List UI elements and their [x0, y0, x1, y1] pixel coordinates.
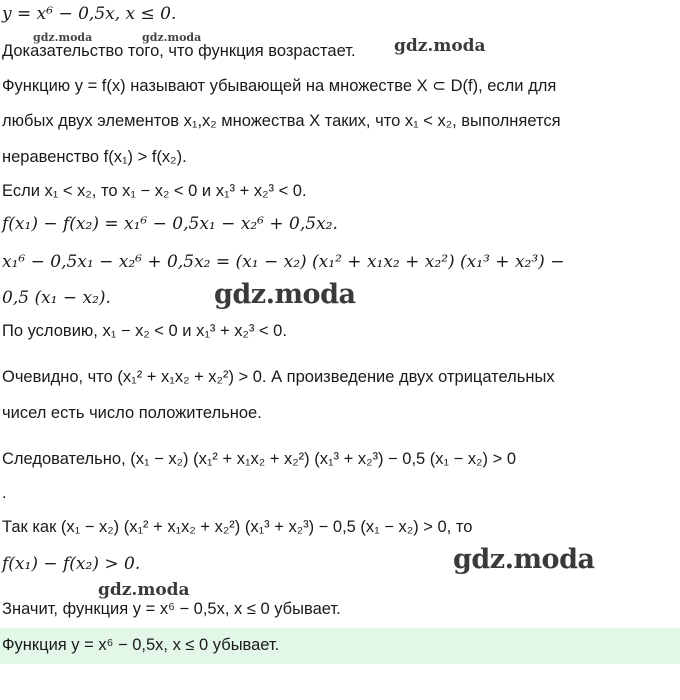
- watermark: gdz.moda: [453, 544, 595, 575]
- watermark: gdz.moda: [394, 36, 486, 56]
- watermark: gdz.moda: [214, 279, 356, 310]
- consequently-line: Следовательно, (x₁ − x₂) (x₁² + x₁x₂ + x₂²) (x₁³ + x₂³) − 0,5 (x₁ − x₂) > 0: [2, 450, 517, 468]
- watermark: gdz.moda: [142, 31, 202, 44]
- watermark: gdz.moda: [33, 31, 93, 44]
- definition-line-2: любых двух элементов x₁,x₂ множества X таких, что x₁ < x₂, выполняется: [2, 112, 561, 130]
- consequently-dot: .: [2, 484, 7, 502]
- since-line-1: Так как (x₁ − x₂) (x₁² + x₁x₂ + x₂²) (x₁³ + x₂³) − 0,5 (x₁ − x₂) > 0, то: [2, 518, 473, 536]
- definition-line-3: неравенство f(x₁) > f(x₂).: [2, 148, 187, 166]
- condition-line: Если x₁ < x₂, то x₁ − x₂ < 0 и x₁³ + x₂³ < 0.: [2, 182, 307, 200]
- problem-statement: y = x⁶ − 0,5x, x ≤ 0.: [2, 4, 177, 24]
- obvious-line-1: Очевидно, что (x₁² + x₁x₂ + x₂²) > 0. А произведение двух отрицательных: [2, 368, 555, 386]
- obvious-line-2: чисел есть число положительное.: [2, 404, 262, 422]
- proof-heading: Доказательство того, что функция возрастает.: [2, 42, 356, 60]
- factorization-line-1: x₁⁶ − 0,5x₁ − x₂⁶ + 0,5x₂ = (x₁ − x₂) (x₁² + x₁x₂ + x₂²) (x₁³ + x₂³) −: [2, 252, 565, 272]
- answer-text: Функция y = x⁶ − 0,5x, x ≤ 0 убывает.: [2, 636, 280, 654]
- watermark: gdz.moda: [98, 580, 190, 600]
- definition-line-1: Функцию y = f(x) называют убывающей на множестве X ⊂ D(f), если для: [2, 77, 557, 95]
- since-line-2: f(x₁) − f(x₂) > 0.: [2, 554, 141, 574]
- by-condition-line: По условию, x₁ − x₂ < 0 и x₁³ + x₂³ < 0.: [2, 322, 287, 340]
- difference-line: f(x₁) − f(x₂) = x₁⁶ − 0,5x₁ − x₂⁶ + 0,5x₂.: [2, 214, 338, 234]
- conclusion-line: Значит, функция y = x⁶ − 0,5x, x ≤ 0 убывает.: [2, 600, 341, 618]
- factorization-line-2: 0,5 (x₁ − x₂).: [2, 288, 111, 308]
